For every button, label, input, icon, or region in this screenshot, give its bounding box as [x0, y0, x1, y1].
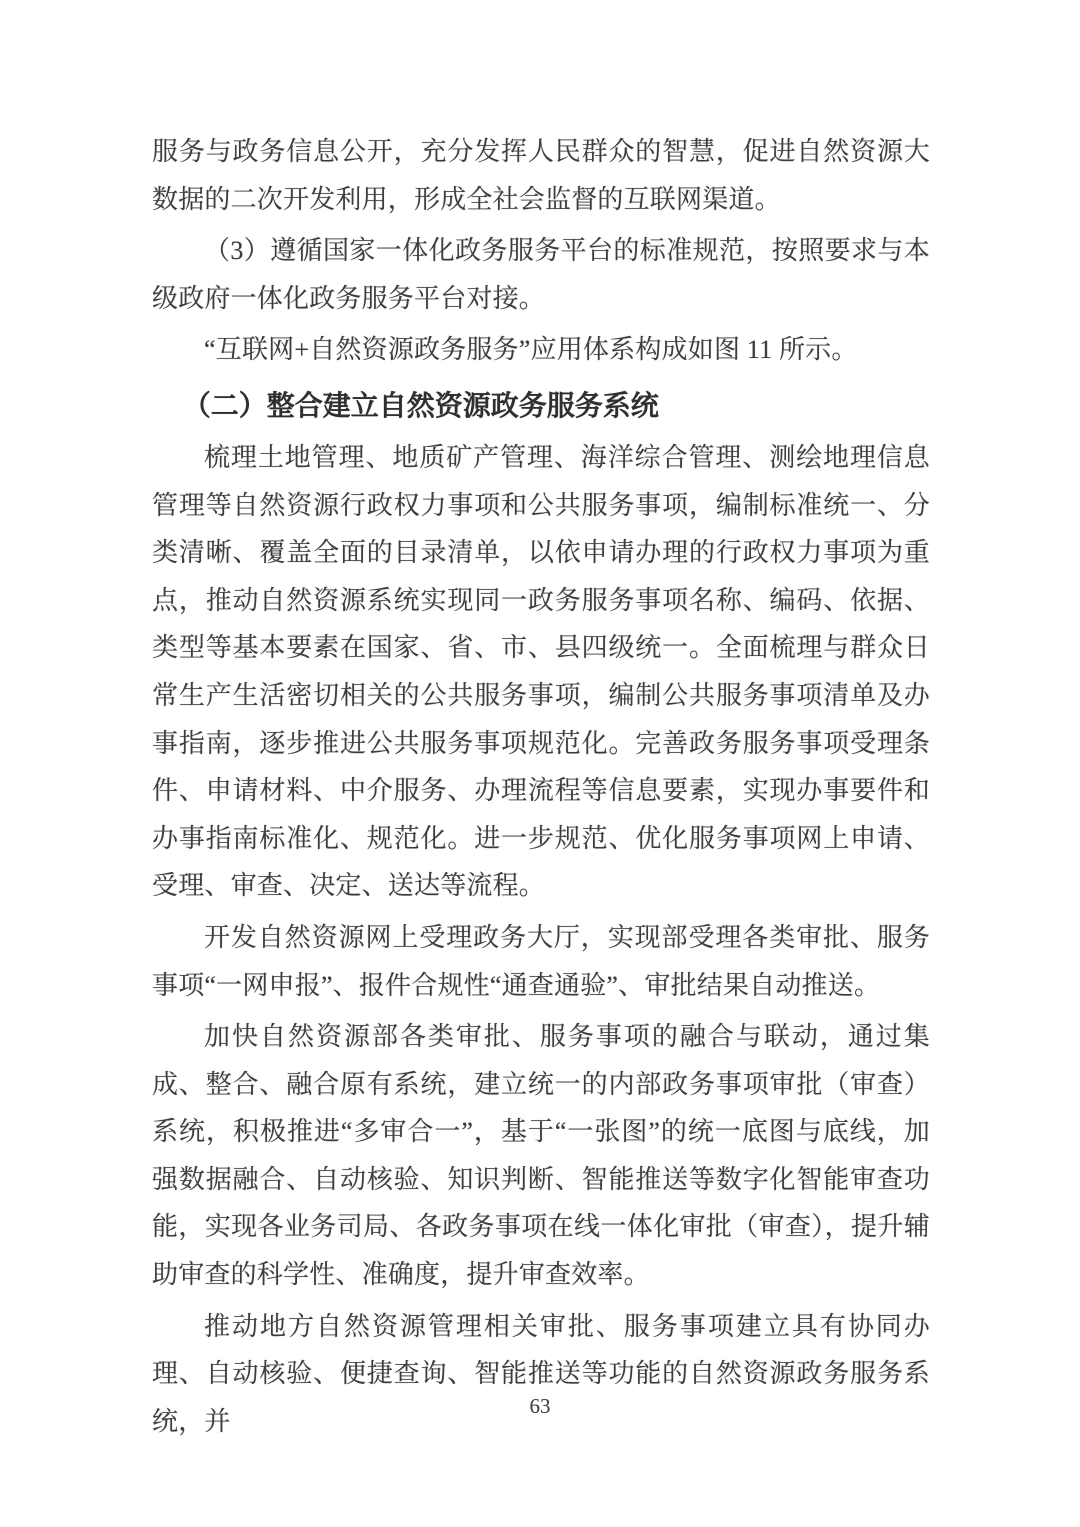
paragraph: 推动地方自然资源管理相关审批、服务事项建立具有协同办理、自动核验、便捷查询、智能推送等功能的自然资源政务服务系统，并	[152, 1311, 930, 1436]
paragraph: 开发自然资源网上受理政务大厅，实现部受理各类审批、服务事项“一网申报”、报件合规性“通查通验”、审批结果自动推送。	[152, 922, 930, 1000]
paragraph: 加快自然资源部各类审批、服务事项的融合与联动，通过集成、整合、融合原有系统，建立统一的内部政务事项审批（审查）系统，积极推进“多审合一”，基于“一张图”的统一底图与底线，加强数据融合、自动核验、知识判断、智能推送等数字化智能审查功能，实现各业务司局、各政务事项在线一体化审批（审查），提升辅助审查的科学性、准确度，提升审查效率。	[152, 1022, 930, 1290]
paragraph: （3）遵循国家一体化政务服务平台的标准规范，按照要求与本级政府一体化政务服务平台对接。	[152, 236, 930, 313]
page-number: 63	[529, 1394, 551, 1418]
paragraph: 服务与政务信息公开，充分发挥人民群众的智慧，促进自然资源大数据的二次开发利用，形成全社会监督的互联网渠道。	[152, 137, 930, 214]
document-body	[152, 128, 930, 1445]
paragraph: “互联网+自然资源政务服务”应用体系构成如图 11 所示。	[204, 335, 858, 365]
paragraph: 梳理土地管理、地质矿产管理、海洋综合管理、测绘地理信息管理等自然资源行政权力事项和公共服务事项，编制标准统一、分类清晰、覆盖全面的目录清单，以依申请办理的行政权力事项为重点，推动自然资源系统实现同一政务服务事项名称、编码、依据、类型等基本要素在国家、省、市、县四级统一。全面梳理与群众日常生产生活密切相关的公共服务事项，编制公共服务事项清单及办事指南，逐步推进公共服务事项规范化。完善政务服务事项受理条件、申请材料、中介服务、办理流程等信息要素，实现办事要件和办事指南标准化、规范化。进一步规范、优化服务事项网上申请、受理、审查、决定、送达等流程。	[152, 442, 930, 901]
section-heading: （二）整合建立自然资源政务服务系统	[182, 389, 659, 421]
